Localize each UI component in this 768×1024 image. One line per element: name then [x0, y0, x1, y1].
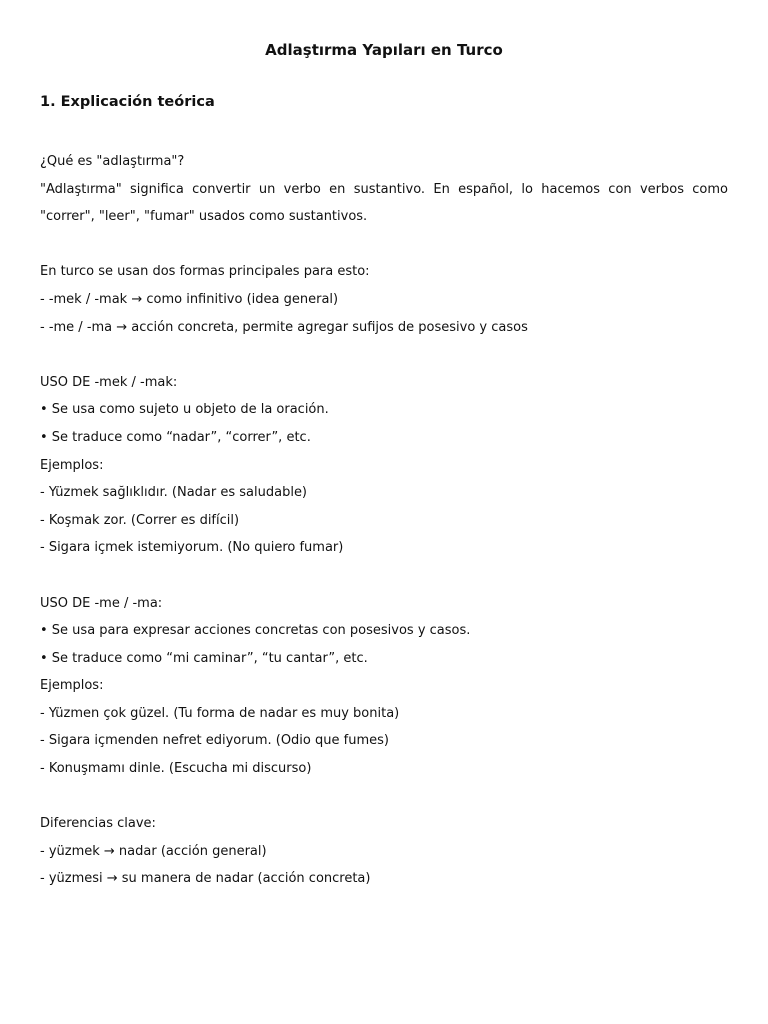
uso-me-examples-label: Ejemplos: — [40, 678, 104, 694]
uso-me-bullet: • Se traduce como “mi caminar”, “tu cantar”, etc. — [40, 650, 368, 666]
uso-me-example: - Yüzmen çok güzel. (Tu forma de nadar es muy bonita) — [40, 705, 400, 721]
uso-mek-bullet: • Se traduce como “nadar”, “correr”, etc. — [40, 429, 311, 445]
uso-mek-bullet: • Se usa como sujeto u objeto de la oración. — [40, 402, 329, 418]
paragraph-gap — [40, 341, 728, 369]
uso-me-example: - Sigara içmenden nefret ediyorum. (Odio que fumes) — [40, 733, 389, 749]
uso-mek-example: - Yüzmek sağlıklıdır. (Nadar es saludable) — [40, 485, 308, 501]
differences-item: - yüzmesi → su manera de nadar (acción concreta) — [40, 871, 371, 887]
paragraph-gap — [40, 783, 728, 811]
uso-me-bullet: • Se usa para expresar acciones concretas con posesivos y casos. — [40, 623, 471, 639]
uso-mek-examples-label: Ejemplos: — [40, 457, 104, 473]
forms-item-mek: - -mek / -mak → como infinitivo (idea general) — [40, 291, 339, 307]
uso-mek-example: - Sigara içmek istemiyorum. (No quiero fumar) — [40, 540, 344, 556]
intro-definition: "Adlaştırma" significa convertir un verbo en sustantivo. En español, lo hacemos con verbos como "correr", "leer", "fumar" usados como sustantivos. — [40, 181, 728, 225]
paragraph-gap — [40, 562, 728, 590]
uso-mek-heading: USO DE -mek / -mak: — [40, 374, 178, 390]
uso-me-heading: USO DE -me / -ma: — [40, 595, 163, 611]
intro-question: ¿Qué es "adlaştırma"? — [40, 154, 185, 169]
paragraph-gap — [40, 231, 728, 259]
uso-mek-example: - Koşmak zor. (Correr es difícil) — [40, 512, 240, 528]
section-heading: 1. Explicación teórica — [40, 94, 215, 110]
document-title: Adlaştırma Yapıları en Turco — [265, 41, 503, 59]
forms-item-me: - -me / -ma → acción concreta, permite agregar sufijos de posesivo y casos — [40, 319, 528, 335]
document-body — [40, 148, 728, 893]
uso-me-example: - Konuşmamı dinle. (Escucha mi discurso) — [40, 761, 312, 777]
differences-heading: Diferencias clave: — [40, 816, 156, 832]
forms-intro: En turco se usan dos formas principales para esto: — [40, 264, 370, 280]
differences-item: - yüzmek → nadar (acción general) — [40, 843, 267, 859]
